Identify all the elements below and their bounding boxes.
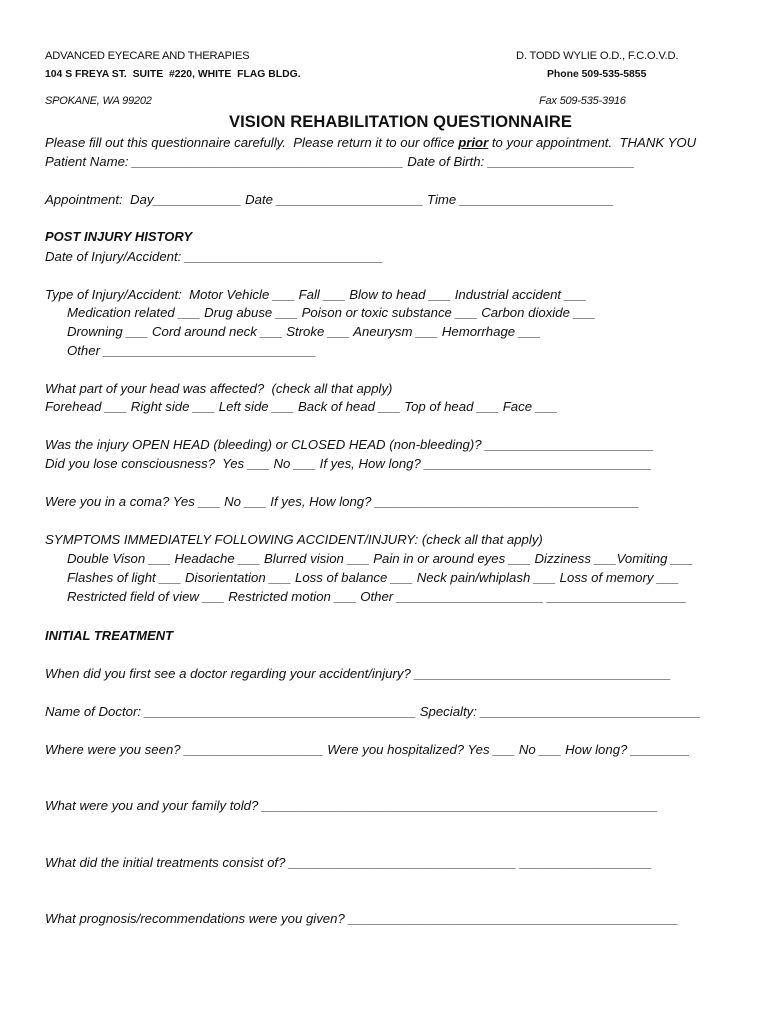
initial-treatments-field[interactable]: What did the initial treatments consist of? _______________________________ __________________ [45, 855, 653, 870]
symptoms-line[interactable]: Double Vison ___ Headache ___ Blurred vision ___ Pain in or around eyes ___ Dizziness ___Vomiting ___ [67, 551, 694, 566]
injury-type-line[interactable]: Medication related ___ Drug abuse ___ Poison or toxic substance ___ Carbon dioxide ___ [67, 305, 596, 320]
head-area-question: What part of your head was affected? (check all that apply) [45, 381, 393, 396]
intro-emphasis: prior [458, 135, 489, 150]
family-told-field[interactable]: What were you and your family told? ______________________________________________________ [45, 798, 659, 813]
patient-name-dob-field[interactable]: Patient Name: _____________________________________ Date of Birth: ____________________ [45, 154, 635, 169]
open-closed-head-field[interactable]: Was the injury OPEN HEAD (bleeding) or CLOSED HEAD (non-bleeding)? _______________________ [45, 437, 654, 452]
practice-name: ADVANCED EYECARE AND THERAPIES [45, 50, 250, 62]
injury-type-line[interactable]: Type of Injury/Accident: Motor Vehicle ___ Fall ___ Blow to head ___ Industrial accident ___ [45, 287, 587, 302]
injury-date-field[interactable]: Date of Injury/Accident: ___________________________ [45, 249, 384, 264]
practice-address: 104 S FREYA ST. SUITE #220, WHITE FLAG BLDG. [45, 69, 301, 80]
injury-type-line[interactable]: Drowning ___ Cord around neck ___ Stroke ___ Aneurysm ___ Hemorrhage ___ [67, 324, 541, 339]
symptoms-line[interactable]: Flashes of light ___ Disorientation ___ Loss of balance ___ Neck pain/whiplash ___ Loss of memory ___ [67, 570, 680, 585]
head-area-options[interactable]: Forehead ___ Right side ___ Left side ___ Back of head ___ Top of head ___ Face ___ [45, 399, 558, 414]
initial-treatment-heading: INITIAL TREATMENT [45, 628, 174, 643]
consciousness-field[interactable]: Did you lose consciousness? Yes ___ No ___ If yes, How long? _______________________________ [45, 456, 652, 471]
phone-number: Phone 509-535-5855 [547, 69, 647, 80]
coma-field[interactable]: Were you in a coma? Yes ___ No ___ If yes, How long? ____________________________________ [45, 494, 640, 509]
post-injury-heading: POST INJURY HISTORY [45, 229, 193, 244]
practice-city: SPOKANE, WA 99202 [45, 95, 152, 107]
fax-number: Fax 509-535-3916 [539, 95, 626, 107]
where-seen-field[interactable]: Where were you seen? ___________________ Were you hospitalized? Yes ___ No ___ How long? ________ [45, 742, 690, 757]
doctor-specialty-field[interactable]: Name of Doctor: _____________________________________ Specialty: ______________________________ [45, 704, 701, 719]
intro-before: Please fill out this questionnaire carefully. Please return it to our office [45, 135, 459, 150]
symptoms-heading: SYMPTOMS IMMEDIATELY FOLLOWING ACCIDENT/INJURY: (check all that apply) [45, 532, 543, 547]
intro-after: to your appointment. THANK YOU [488, 135, 697, 150]
injury-other-field[interactable]: Other _____________________________ [67, 343, 317, 358]
symptoms-line[interactable]: Restricted field of view ___ Restricted motion ___ Other ____________________ ___________________ [67, 589, 687, 604]
prognosis-field[interactable]: What prognosis/recommendations were you given? _____________________________________________ [45, 911, 679, 926]
page-title: VISION REHABILITATION QUESTIONNAIRE [229, 113, 572, 131]
doctor-name: D. TODD WYLIE O.D., F.C.O.V.D. [516, 50, 679, 62]
intro-text [45, 136, 696, 149]
first-doctor-field[interactable]: When did you first see a doctor regarding your accident/injury? ___________________________________ [45, 666, 672, 681]
appointment-field[interactable]: Appointment: Day____________ Date ____________________ Time _____________________ [45, 192, 614, 207]
